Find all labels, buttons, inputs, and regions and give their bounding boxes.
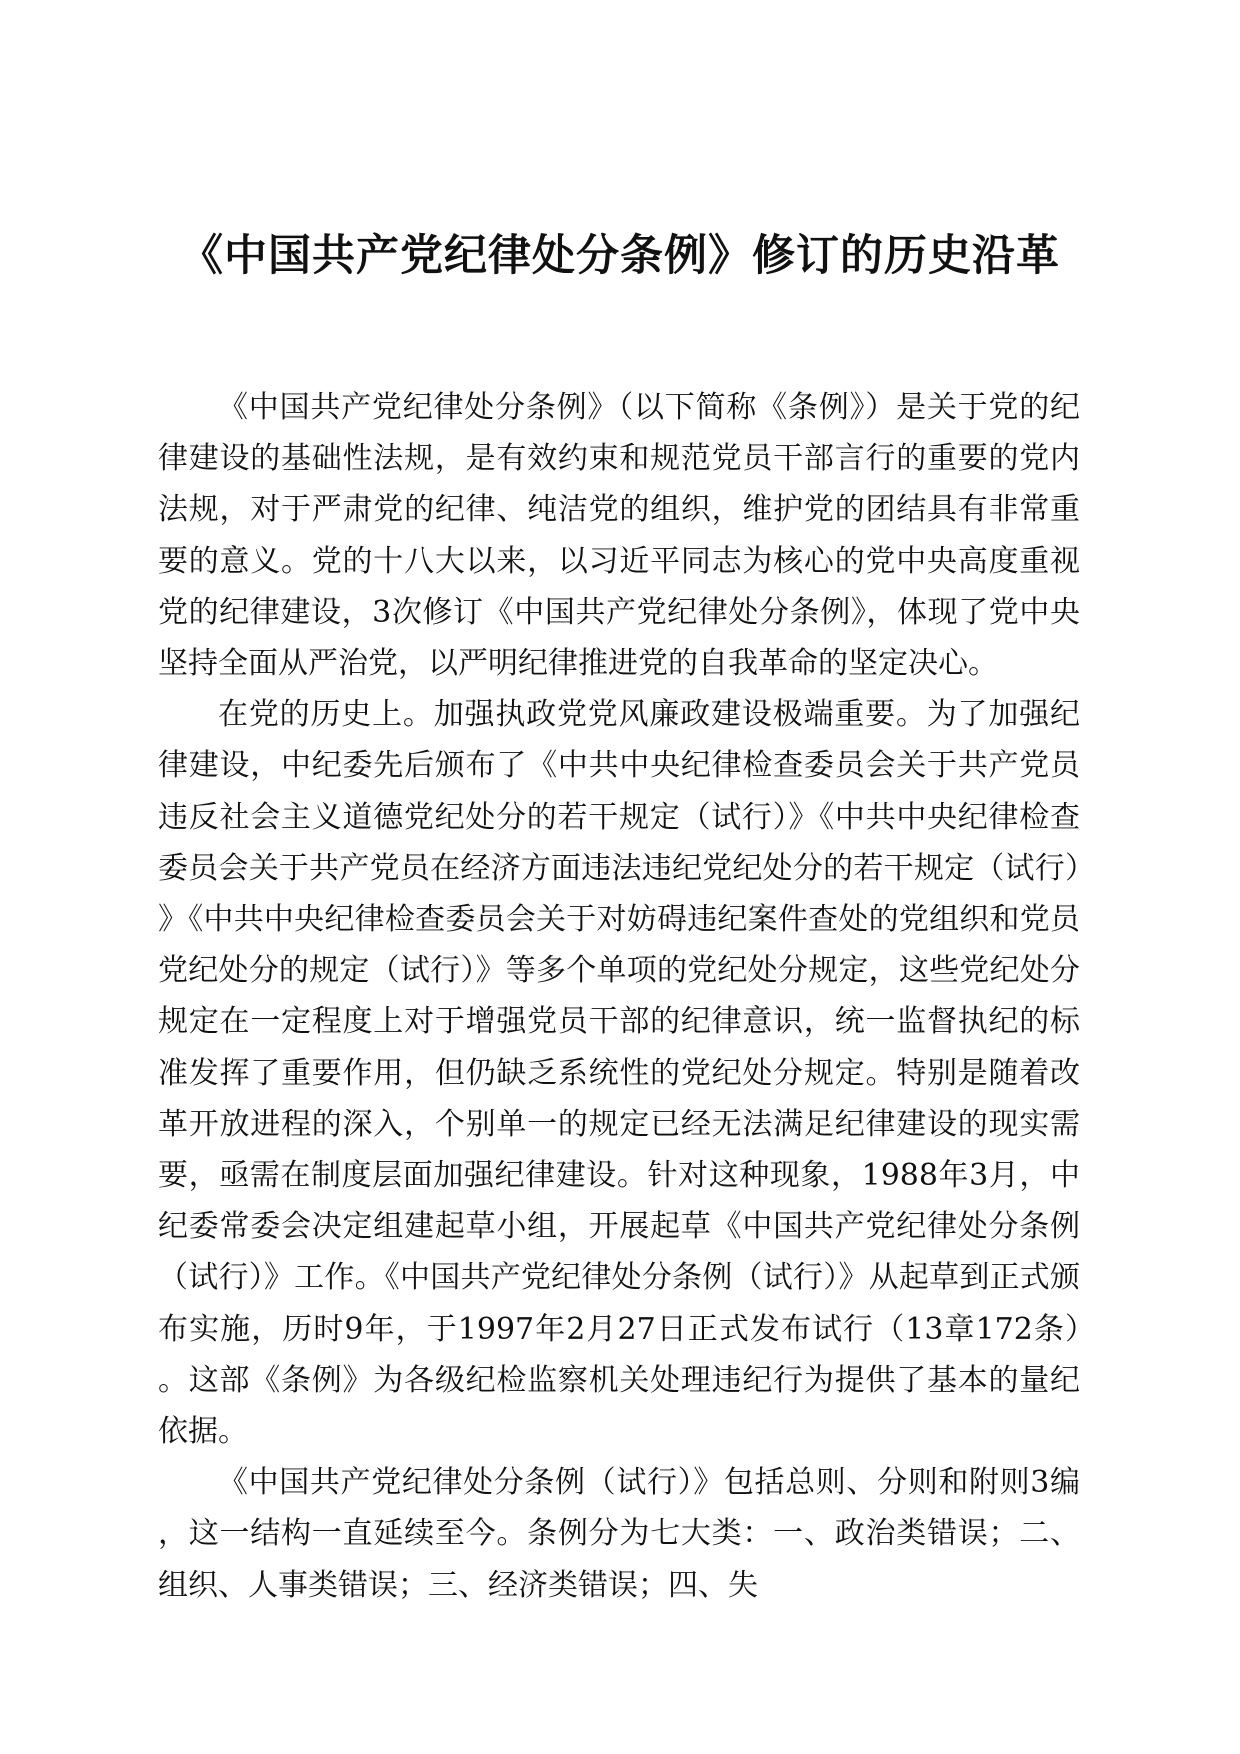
document-body: [158, 382, 1080, 1611]
document-title: 《中国共产党纪律处分条例》修订的历史沿革: [180, 231, 1060, 281]
paragraph-2: 在党的历史上。加强执政党党风廉政建设极端重要。为了加强纪律建设，中纪委先后颁布了《中共中央纪律检查委员会关于共产党员违反社会主义道德党纪处分的若干规定（试行）》《中共中央纪律检查委员会关于共产党员在经济方面违法违纪党纪处分的若干规定（试行）》《中共中央纪律检查委员会关于对妨碍违纪案件查处的党组织和党员党纪处分的规定（试行）》等多个单项的党纪处分规定，这些党纪处分规定在一定程度上对于增强党员干部的纪律意识，统一监督执纪的标准发挥了重要作用，但仍缺乏系统性的党纪处分规定。特别是随着改革开放进程的深入，个别单一的规定已经无法满足纪律建设的现实需要，亟需在制度层面加强纪律建设。针对这种现象，1988年3月，中纪委常委会决定组建起草小组，开展起草《中国共产党纪律处分条例（试行）》工作。《中国共产党纪律处分条例（试行）》从起草到正式颁布实施，历时9年，于1997年2月27日正式发布试行（13章172条）。这部《条例》为各级纪检监察机关处理违纪行为提供了基本的量纪依据。: [158, 697, 1080, 1450]
paragraph-3: 《中国共产党纪律处分条例（试行）》包括总则、分则和附则3编，这一结构一直延续至今。条例分为七大类：一、政治类错误；二、组织、人事类错误；三、经济类错误；四、失: [158, 1465, 1080, 1603]
paragraph-1: 《中国共产党纪律处分条例》（以下简称《条例》）是关于党的纪律建设的基础性法规，是有效约束和规范党员干部言行的重要的党内法规，对于严肃党的纪律、纯洁党的组织，维护党的团结具有非常重要的意义。党的十八大以来，以习近平同志为核心的党中央高度重视党的纪律建设，3次修订《中国共产党纪律处分条例》，体现了党中央坚持全面从严治党，以严明纪律推进党的自我革命的坚定决心。: [158, 390, 1080, 682]
